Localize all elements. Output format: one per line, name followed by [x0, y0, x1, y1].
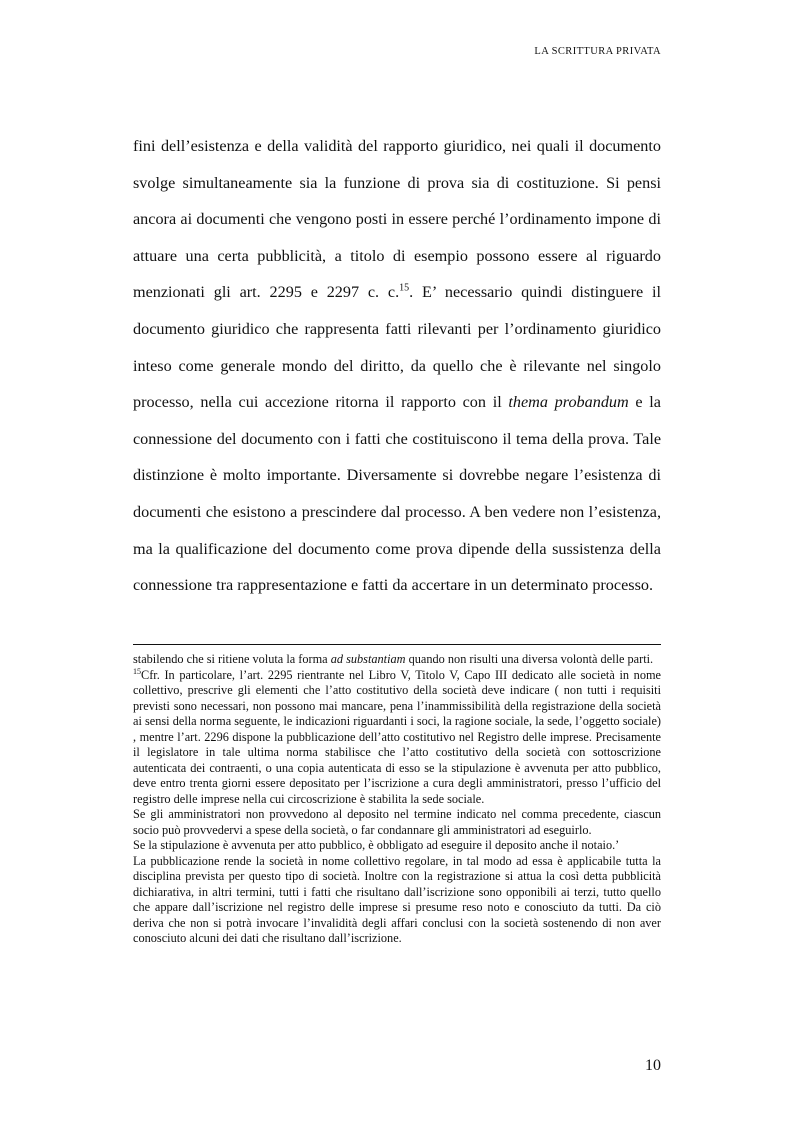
footnote-15-paragraph: Se gli amministratori non provvedono al deposito nel termine indicato nel comma precedente, ciascun socio può provvedervi a spese della società, o far condannare gli amministratori ad eseguirlo.	[133, 807, 661, 837]
body-paragraph	[133, 128, 661, 604]
footnote-reference: 15	[399, 282, 410, 294]
italic-term: thema probandum	[508, 393, 629, 412]
body-text-part: . E’ necessario quindi distinguere il documento giuridico che rappresenta fatti rilevanti per l’ordinamento giuridico inteso come generale mondo del diritto, da quello che è rilevante nel singolo processo, nella cui accezione ritorna il rapporto con il	[133, 283, 661, 412]
body-text-part: e la connessione del documento con i fatti che costituiscono il tema della prova. Tale distinzione è molto importante. Diversamente si dovrebbe negare l’esistenza di documenti che esistono a prescindere dal processo. A ben vedere non l’esistenza, ma la qualificazione del documento come prova dipende della sussistenza della connessione tra rappresentazione e fatti da accertare in un determinato processo.	[133, 393, 661, 595]
footnote-15-paragraph: La pubblicazione rende la società in nome collettivo regolare, in tal modo ad essa è applicabile tutta la disciplina prevista per questo tipo di società. Inoltre con la registrazione si attua la così detta pubblicità dichiarativa, in altri termini, tutti i fatti che risultano dall’iscrizione sono opponibili ai terzi, tutto quello che appare dall’iscrizione nel registro delle imprese si presume reso noto e conosciuto da tutti. Da ciò deriva che non si potrà invocare l’invalidità degli affari conclusi con la società sostenendo di non aver conosciuto alcuni dei dati che risultano dall’iscrizione.	[133, 853, 661, 945]
footnote-15	[133, 668, 661, 808]
footnote-number: 15	[133, 666, 141, 676]
footnote-separator	[133, 644, 661, 645]
footnote-continuation	[133, 652, 661, 668]
footnote-text-part: Cfr. In particolare, l’art. 2295 rientrante nel Libro V, Titolo V, Capo III dedicato alle società in nome collettivo, prescrive gli elementi che l’atto costitutivo della società deve indicare ( non tutti i requisiti previsti sono necessari, non possono mai mancare, pena l’inammissibilità della registrazione della società ai sensi della norma seguente, le indicazioni riguardanti i soci, la ragione sociale, la sede, l’oggetto sociale) , mentre l’art. 2296 dispone la pubblicazione dell’atto costitutivo nel Registro delle imprese. Precisamente il legislatore in tale ultima norma stabilisce che l’atto costitutivo della società con sottoscrizione autenticata dei contraenti, o una copia autenticata di esso se la stipulazione è avvenuta per atto pubblico, deve entro trenta giorni essere depositato per l’iscrizione a cura degli amministratori, presso l’ufficio del registro delle imprese nella cui circoscrizione è stabilita la sede sociale.	[133, 667, 661, 806]
page-number: 10	[645, 1057, 661, 1074]
main-text	[133, 128, 661, 604]
footnote-15-paragraph: Se la stipulazione è avvenuta per atto pubblico, è obbligato ad eseguire il deposito anche il notaio.’	[133, 838, 620, 852]
footnote-text-part: stabilendo che si ritiene voluta la forma	[133, 652, 331, 666]
italic-term: ad substantiam	[330, 652, 406, 666]
running-header: LA SCRITTURA PRIVATA	[534, 46, 661, 57]
body-text-part: fini dell’esistenza e della validità del rapporto giuridico, nei quali il documento svolge simultaneamente sia la funzione di prova sia di costituzione. Si pensi ancora ai documenti che vengono posti in essere perché l’ordinamento impone di attuare una certa pubblicità, a titolo di esempio possono essere al riguardo menzionati gli art. 2295 e 2297 c. c.	[133, 137, 661, 302]
footnotes	[133, 652, 661, 947]
footnote-text-part: quando non risulti una diversa volontà delle parti.	[405, 652, 654, 666]
